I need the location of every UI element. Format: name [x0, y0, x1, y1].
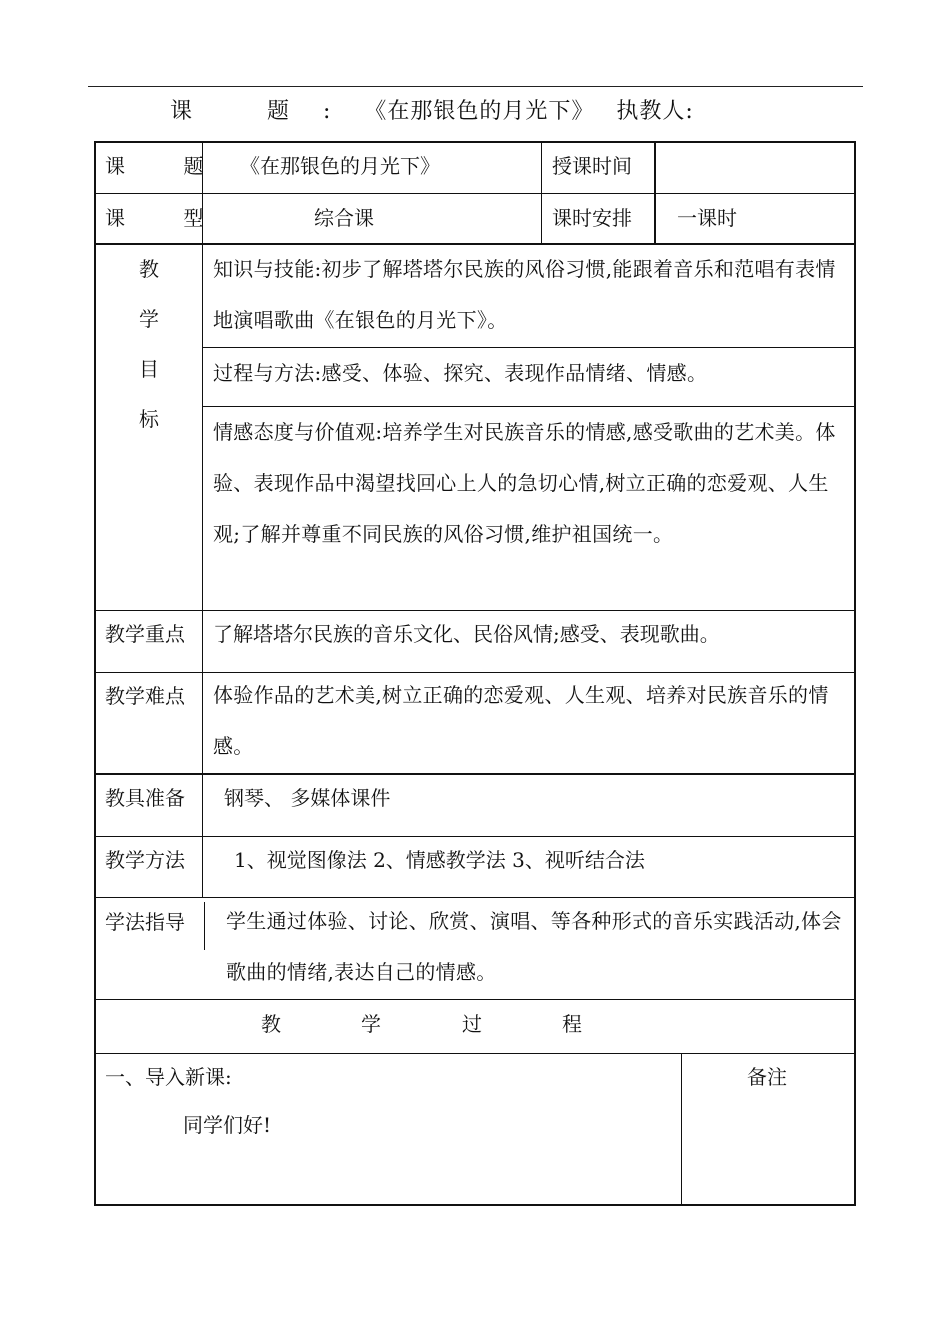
hours-label: 课时安排 [552, 206, 632, 230]
key-value: 了解塔塔尔民族的音乐文化、民俗风情;感受、表现歌曲。 [213, 622, 720, 646]
header-rule [88, 86, 863, 87]
row-divider [95, 999, 855, 1000]
objective-knowledge: 知识与技能:初步了解塔塔尔民族的风俗习惯,能跟着音乐和范唱有表情地演唱歌曲《在银色的月光下》。 [213, 257, 836, 332]
objective-emotion: 情感态度与价值观:培养学生对民族音乐的情感,感受歌曲的艺术美。体验、表现作品中渴望找回心上人的急切心情,树立正确的恋爱观、人生观;了解并尊重不同民族的风俗习惯,维护祖国统一。 [213, 420, 836, 546]
key-label: 教学重点 [105, 622, 185, 646]
row-divider [95, 836, 855, 837]
intro-heading: 一、导入新课: [105, 1065, 232, 1089]
type-label: 课 型 [105, 206, 230, 230]
difficulty-label: 教学难点 [105, 684, 185, 708]
header-teacher-label: 执教人: [616, 99, 694, 124]
objectives-label-char: 标 [139, 407, 159, 431]
guide-label: 学法指导 [105, 910, 185, 934]
intro-text: 同学们好! [183, 1113, 272, 1137]
topic-value: 《在那银色的月光下》 [240, 154, 440, 178]
row-divider [95, 773, 855, 775]
document-header [170, 94, 694, 125]
tools-value: 钢琴、 多媒体课件 [224, 786, 391, 810]
hours-value: 一课时 [677, 206, 737, 230]
column-divider [204, 902, 205, 950]
row-divider [95, 193, 855, 194]
objectives-label-char: 学 [139, 307, 159, 331]
tools-label: 教具准备 [105, 786, 185, 810]
row-divider [95, 610, 855, 611]
time-label: 授课时间 [552, 154, 632, 178]
method-label: 教学方法 [105, 848, 185, 872]
row-divider [95, 1053, 855, 1054]
guide-value: 学生通过体验、讨论、欣赏、演唱、等各种形式的音乐实践活动,体会歌曲的情绪,表达自己的情感。 [226, 909, 842, 984]
difficulty-value: 体验作品的艺术美,树立正确的恋爱观、人生观、培养对民族音乐的情感。 [213, 683, 829, 758]
type-value: 综合课 [314, 206, 374, 230]
notes-label: 备注 [747, 1065, 787, 1089]
process-heading-char: 程 [562, 1012, 582, 1036]
objective-process: 过程与方法:感受、体验、探究、表现作品情绪、情感。 [213, 361, 708, 385]
header-title: 《在那银色的月光下》 [364, 99, 595, 124]
column-divider [654, 142, 656, 243]
column-divider [681, 1053, 682, 1205]
process-heading-char: 学 [361, 1012, 381, 1036]
objectives-label-char: 目 [139, 357, 159, 381]
header-label: 课 题: [170, 99, 365, 124]
process-heading-char: 教 [261, 1012, 281, 1036]
process-heading-char: 过 [462, 1012, 482, 1036]
method-value: 1、视觉图像法 2、情感教学法 3、视听结合法 [234, 848, 645, 872]
column-divider [541, 142, 542, 243]
topic-label: 课 题 [105, 154, 230, 178]
objectives-label-char: 教 [139, 257, 159, 281]
